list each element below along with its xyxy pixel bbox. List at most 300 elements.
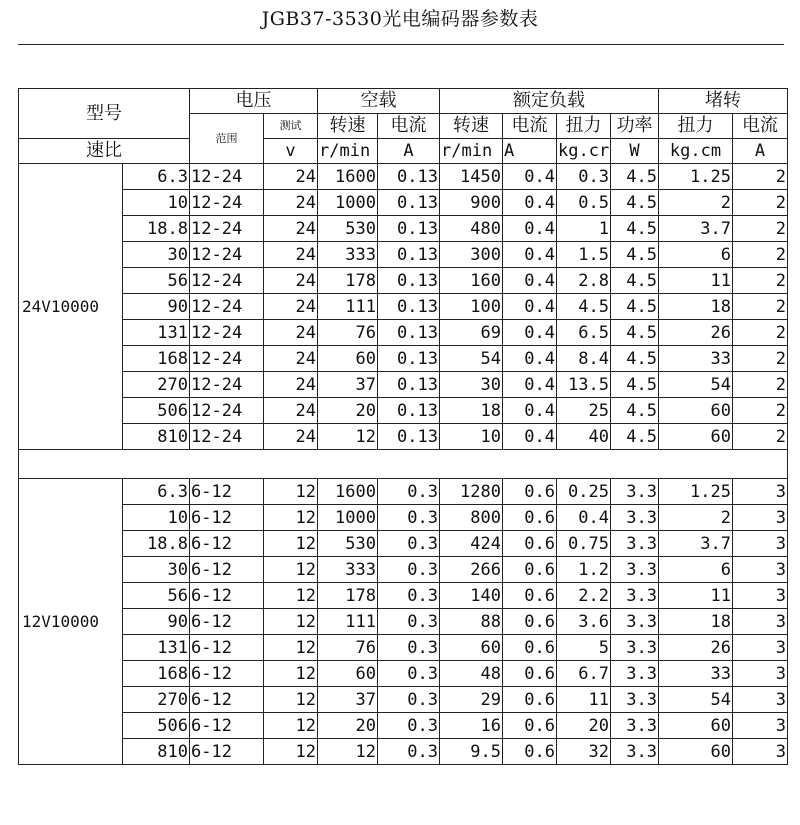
stall-current-cell: 3	[733, 635, 788, 661]
ratio-cell: 810	[123, 739, 190, 765]
rated-power-cell: 3.3	[611, 713, 659, 739]
noload-current-cell: 0.13	[378, 294, 440, 320]
rated-speed-cell: 424	[440, 531, 503, 557]
header-rated-speed: 转速	[440, 114, 503, 139]
rated-power-cell: 3.3	[611, 505, 659, 531]
noload-current-cell: 0.13	[378, 372, 440, 398]
stall-current-cell: 2	[733, 190, 788, 216]
rated-power-cell: 4.5	[611, 216, 659, 242]
rated-speed-cell: 480	[440, 216, 503, 242]
group-separator	[19, 450, 788, 479]
test-voltage-cell: 12	[264, 635, 318, 661]
test-voltage-cell: 24	[264, 372, 318, 398]
header-noload-speed: 转速	[318, 114, 378, 139]
unit-rated-current: A	[503, 139, 557, 164]
rated-torque-cell: 6.7	[557, 661, 611, 687]
table-row	[19, 479, 788, 505]
stall-current-cell: 3	[733, 557, 788, 583]
rated-current-cell: 0.6	[503, 479, 557, 505]
ratio-cell: 56	[123, 268, 190, 294]
ratio-cell: 18.8	[123, 531, 190, 557]
rated-current-cell: 0.4	[503, 268, 557, 294]
rated-power-cell: 3.3	[611, 609, 659, 635]
noload-current-cell: 0.3	[378, 531, 440, 557]
voltage-range-cell: 12-24	[190, 346, 264, 372]
stall-current-cell: 2	[733, 320, 788, 346]
stall-torque-cell: 60	[659, 739, 733, 765]
rated-speed-cell: 88	[440, 609, 503, 635]
rated-speed-cell: 100	[440, 294, 503, 320]
table-row	[19, 242, 788, 268]
unit-noload-current: A	[378, 139, 440, 164]
test-voltage-cell: 24	[264, 216, 318, 242]
stall-current-cell: 2	[733, 164, 788, 190]
rated-current-cell: 0.6	[503, 739, 557, 765]
rated-torque-cell: 0.5	[557, 190, 611, 216]
unit-rated-torque: kg.cr	[557, 139, 611, 164]
table-row	[19, 320, 788, 346]
table-row	[19, 164, 788, 190]
stall-current-cell: 2	[733, 216, 788, 242]
stall-torque-cell: 60	[659, 398, 733, 424]
stall-current-cell: 3	[733, 583, 788, 609]
noload-speed-cell: 76	[318, 320, 378, 346]
header-rated-current: 电流	[503, 114, 557, 139]
noload-speed-cell: 530	[318, 531, 378, 557]
rated-current-cell: 0.6	[503, 505, 557, 531]
header-model: 型号	[19, 89, 190, 139]
test-voltage-cell: 24	[264, 164, 318, 190]
header-ratio: 速比	[19, 139, 190, 164]
ratio-cell: 810	[123, 424, 190, 450]
table-row	[19, 635, 788, 661]
header-test: 测试	[264, 114, 318, 139]
noload-current-cell: 0.13	[378, 216, 440, 242]
unit-stall-torque: kg.cm	[659, 139, 733, 164]
noload-current-cell: 0.3	[378, 635, 440, 661]
noload-speed-cell: 1600	[318, 164, 378, 190]
stall-torque-cell: 2	[659, 505, 733, 531]
header-stall-current: 电流	[733, 114, 788, 139]
test-voltage-cell: 24	[264, 268, 318, 294]
rated-power-cell: 3.3	[611, 739, 659, 765]
voltage-range-cell: 12-24	[190, 242, 264, 268]
stall-torque-cell: 26	[659, 635, 733, 661]
table-row	[19, 505, 788, 531]
voltage-range-cell: 12-24	[190, 320, 264, 346]
voltage-range-cell: 12-24	[190, 164, 264, 190]
rated-speed-cell: 48	[440, 661, 503, 687]
ratio-cell: 6.3	[123, 164, 190, 190]
stall-current-cell: 3	[733, 661, 788, 687]
header-range: 范围	[190, 114, 264, 164]
stall-torque-cell: 6	[659, 557, 733, 583]
voltage-range-cell: 6-12	[190, 661, 264, 687]
header-stall: 堵转	[659, 89, 788, 114]
noload-speed-cell: 1600	[318, 479, 378, 505]
rated-torque-cell: 40	[557, 424, 611, 450]
voltage-range-cell: 6-12	[190, 635, 264, 661]
voltage-range-cell: 6-12	[190, 505, 264, 531]
table-row	[19, 346, 788, 372]
rated-torque-cell: 20	[557, 713, 611, 739]
voltage-range-cell: 12-24	[190, 424, 264, 450]
title-divider	[18, 44, 784, 45]
ratio-cell: 131	[123, 320, 190, 346]
rated-torque-cell: 0.75	[557, 531, 611, 557]
test-voltage-cell: 24	[264, 294, 318, 320]
voltage-range-cell: 6-12	[190, 531, 264, 557]
noload-current-cell: 0.3	[378, 479, 440, 505]
stall-current-cell: 3	[733, 531, 788, 557]
test-voltage-cell: 12	[264, 531, 318, 557]
unit-rated-speed: r/min	[440, 139, 503, 164]
noload-current-cell: 0.13	[378, 164, 440, 190]
ratio-cell: 270	[123, 687, 190, 713]
rated-power-cell: 4.5	[611, 294, 659, 320]
rated-power-cell: 3.3	[611, 583, 659, 609]
rated-torque-cell: 0.3	[557, 164, 611, 190]
rated-torque-cell: 13.5	[557, 372, 611, 398]
group-24v-body	[19, 164, 788, 450]
rated-speed-cell: 1450	[440, 164, 503, 190]
noload-speed-cell: 111	[318, 294, 378, 320]
stall-torque-cell: 26	[659, 320, 733, 346]
rated-current-cell: 0.4	[503, 242, 557, 268]
voltage-range-cell: 6-12	[190, 583, 264, 609]
rated-current-cell: 0.6	[503, 713, 557, 739]
rated-current-cell: 0.6	[503, 531, 557, 557]
rated-torque-cell: 6.5	[557, 320, 611, 346]
ratio-cell: 10	[123, 190, 190, 216]
noload-current-cell: 0.3	[378, 583, 440, 609]
rated-power-cell: 3.3	[611, 557, 659, 583]
unit-volt: v	[264, 139, 318, 164]
rated-current-cell: 0.4	[503, 294, 557, 320]
test-voltage-cell: 12	[264, 479, 318, 505]
noload-current-cell: 0.3	[378, 505, 440, 531]
stall-torque-cell: 33	[659, 661, 733, 687]
voltage-range-cell: 6-12	[190, 479, 264, 505]
noload-current-cell: 0.3	[378, 661, 440, 687]
separator-cell	[19, 450, 788, 479]
test-voltage-cell: 24	[264, 242, 318, 268]
noload-current-cell: 0.13	[378, 398, 440, 424]
stall-current-cell: 2	[733, 398, 788, 424]
noload-current-cell: 0.3	[378, 713, 440, 739]
noload-speed-cell: 1000	[318, 190, 378, 216]
stall-current-cell: 3	[733, 687, 788, 713]
header-stall-torque: 扭力	[659, 114, 733, 139]
stall-current-cell: 2	[733, 372, 788, 398]
rated-current-cell: 0.6	[503, 661, 557, 687]
voltage-range-cell: 6-12	[190, 557, 264, 583]
noload-speed-cell: 333	[318, 557, 378, 583]
test-voltage-cell: 24	[264, 424, 318, 450]
noload-speed-cell: 1000	[318, 505, 378, 531]
noload-current-cell: 0.13	[378, 424, 440, 450]
rated-torque-cell: 1	[557, 216, 611, 242]
noload-speed-cell: 178	[318, 583, 378, 609]
table-row	[19, 190, 788, 216]
ratio-cell: 10	[123, 505, 190, 531]
rated-torque-cell: 0.4	[557, 505, 611, 531]
rated-speed-cell: 140	[440, 583, 503, 609]
voltage-range-cell: 12-24	[190, 372, 264, 398]
header-row-3	[19, 139, 788, 164]
rated-speed-cell: 800	[440, 505, 503, 531]
noload-current-cell: 0.3	[378, 739, 440, 765]
stall-torque-cell: 60	[659, 424, 733, 450]
table-row	[19, 557, 788, 583]
rated-current-cell: 0.6	[503, 687, 557, 713]
rated-speed-cell: 30	[440, 372, 503, 398]
header-rated-torque: 扭力	[557, 114, 611, 139]
ratio-cell: 56	[123, 583, 190, 609]
rated-torque-cell: 2.2	[557, 583, 611, 609]
rated-torque-cell: 2.8	[557, 268, 611, 294]
table-row	[19, 268, 788, 294]
rated-power-cell: 4.5	[611, 372, 659, 398]
ratio-cell: 168	[123, 346, 190, 372]
noload-speed-cell: 37	[318, 687, 378, 713]
ratio-cell: 6.3	[123, 479, 190, 505]
noload-speed-cell: 60	[318, 661, 378, 687]
stall-torque-cell: 54	[659, 372, 733, 398]
ratio-cell: 18.8	[123, 216, 190, 242]
rated-torque-cell: 0.25	[557, 479, 611, 505]
ratio-cell: 131	[123, 635, 190, 661]
stall-current-cell: 2	[733, 242, 788, 268]
stall-current-cell: 2	[733, 268, 788, 294]
stall-torque-cell: 60	[659, 713, 733, 739]
unit-noload-speed: r/min	[318, 139, 378, 164]
unit-stall-current: A	[733, 139, 788, 164]
header-noload-current: 电流	[378, 114, 440, 139]
header-no-load: 空载	[318, 89, 440, 114]
rated-speed-cell: 69	[440, 320, 503, 346]
noload-speed-cell: 20	[318, 713, 378, 739]
rated-current-cell: 0.4	[503, 346, 557, 372]
stall-current-cell: 3	[733, 713, 788, 739]
table-row	[19, 216, 788, 242]
rated-speed-cell: 60	[440, 635, 503, 661]
rated-speed-cell: 10	[440, 424, 503, 450]
noload-current-cell: 0.13	[378, 346, 440, 372]
rated-torque-cell: 8.4	[557, 346, 611, 372]
table-row	[19, 531, 788, 557]
page-title: JGB37-3530光电编码器参数表	[261, 8, 539, 30]
table-row	[19, 583, 788, 609]
rated-torque-cell: 1.2	[557, 557, 611, 583]
stall-current-cell: 3	[733, 739, 788, 765]
test-voltage-cell: 24	[264, 398, 318, 424]
rated-current-cell: 0.4	[503, 190, 557, 216]
stall-torque-cell: 1.25	[659, 164, 733, 190]
table-row	[19, 372, 788, 398]
stall-torque-cell: 1.25	[659, 479, 733, 505]
model-cell: 24V10000	[19, 164, 123, 450]
stall-current-cell: 3	[733, 479, 788, 505]
noload-current-cell: 0.3	[378, 687, 440, 713]
rated-current-cell: 0.4	[503, 398, 557, 424]
unit-rated-power: W	[611, 139, 659, 164]
ratio-cell: 90	[123, 294, 190, 320]
test-voltage-cell: 24	[264, 320, 318, 346]
rated-current-cell: 0.4	[503, 320, 557, 346]
rated-current-cell: 0.6	[503, 635, 557, 661]
rated-torque-cell: 3.6	[557, 609, 611, 635]
noload-speed-cell: 111	[318, 609, 378, 635]
rated-power-cell: 4.5	[611, 164, 659, 190]
rated-speed-cell: 9.5	[440, 739, 503, 765]
table-row	[19, 687, 788, 713]
rated-current-cell: 0.4	[503, 164, 557, 190]
stall-current-cell: 2	[733, 424, 788, 450]
header-voltage: 电压	[190, 89, 318, 114]
rated-speed-cell: 29	[440, 687, 503, 713]
voltage-range-cell: 6-12	[190, 609, 264, 635]
rated-speed-cell: 900	[440, 190, 503, 216]
table-row	[19, 398, 788, 424]
spec-table	[18, 88, 788, 765]
ratio-cell: 168	[123, 661, 190, 687]
ratio-cell: 506	[123, 398, 190, 424]
table-row	[19, 424, 788, 450]
group-12v-body	[19, 479, 788, 765]
voltage-range-cell: 6-12	[190, 739, 264, 765]
noload-speed-cell: 60	[318, 346, 378, 372]
stall-torque-cell: 18	[659, 294, 733, 320]
test-voltage-cell: 12	[264, 687, 318, 713]
rated-torque-cell: 11	[557, 687, 611, 713]
test-voltage-cell: 24	[264, 190, 318, 216]
noload-speed-cell: 12	[318, 739, 378, 765]
test-voltage-cell: 12	[264, 505, 318, 531]
rated-current-cell: 0.4	[503, 216, 557, 242]
rated-torque-cell: 5	[557, 635, 611, 661]
stall-torque-cell: 3.7	[659, 216, 733, 242]
voltage-range-cell: 12-24	[190, 294, 264, 320]
stall-torque-cell: 33	[659, 346, 733, 372]
ratio-cell: 90	[123, 609, 190, 635]
rated-speed-cell: 300	[440, 242, 503, 268]
table-row	[19, 713, 788, 739]
table-row	[19, 294, 788, 320]
rated-speed-cell: 160	[440, 268, 503, 294]
rated-power-cell: 4.5	[611, 424, 659, 450]
rated-current-cell: 0.6	[503, 609, 557, 635]
rated-current-cell: 0.4	[503, 372, 557, 398]
stall-current-cell: 3	[733, 505, 788, 531]
noload-current-cell: 0.3	[378, 557, 440, 583]
voltage-range-cell: 12-24	[190, 190, 264, 216]
table-row	[19, 739, 788, 765]
rated-torque-cell: 4.5	[557, 294, 611, 320]
stall-torque-cell: 2	[659, 190, 733, 216]
test-voltage-cell: 12	[264, 609, 318, 635]
table-row	[19, 661, 788, 687]
rated-current-cell: 0.4	[503, 424, 557, 450]
noload-speed-cell: 12	[318, 424, 378, 450]
rated-torque-cell: 25	[557, 398, 611, 424]
noload-current-cell: 0.13	[378, 190, 440, 216]
rated-power-cell: 3.3	[611, 687, 659, 713]
test-voltage-cell: 12	[264, 713, 318, 739]
rated-speed-cell: 16	[440, 713, 503, 739]
test-voltage-cell: 12	[264, 583, 318, 609]
noload-speed-cell: 178	[318, 268, 378, 294]
ratio-cell: 270	[123, 372, 190, 398]
noload-speed-cell: 333	[318, 242, 378, 268]
stall-torque-cell: 54	[659, 687, 733, 713]
rated-power-cell: 4.5	[611, 268, 659, 294]
test-voltage-cell: 12	[264, 739, 318, 765]
stall-torque-cell: 6	[659, 242, 733, 268]
voltage-range-cell: 6-12	[190, 687, 264, 713]
voltage-range-cell: 12-24	[190, 398, 264, 424]
header-rated-power: 功率	[611, 114, 659, 139]
noload-speed-cell: 530	[318, 216, 378, 242]
rated-torque-cell: 1.5	[557, 242, 611, 268]
test-voltage-cell: 12	[264, 557, 318, 583]
rated-torque-cell: 32	[557, 739, 611, 765]
model-cell: 12V10000	[19, 479, 123, 765]
noload-speed-cell: 20	[318, 398, 378, 424]
stall-torque-cell: 18	[659, 609, 733, 635]
noload-speed-cell: 37	[318, 372, 378, 398]
stall-torque-cell: 3.7	[659, 531, 733, 557]
stall-torque-cell: 11	[659, 268, 733, 294]
stall-current-cell: 2	[733, 346, 788, 372]
stall-current-cell: 3	[733, 609, 788, 635]
rated-speed-cell: 18	[440, 398, 503, 424]
rated-power-cell: 4.5	[611, 320, 659, 346]
noload-current-cell: 0.13	[378, 320, 440, 346]
rated-speed-cell: 266	[440, 557, 503, 583]
rated-power-cell: 3.3	[611, 661, 659, 687]
header-rated-load: 额定负载	[440, 89, 659, 114]
rated-power-cell: 4.5	[611, 398, 659, 424]
rated-current-cell: 0.6	[503, 557, 557, 583]
ratio-cell: 30	[123, 242, 190, 268]
noload-current-cell: 0.13	[378, 242, 440, 268]
voltage-range-cell: 6-12	[190, 713, 264, 739]
rated-power-cell: 4.5	[611, 346, 659, 372]
test-voltage-cell: 12	[264, 661, 318, 687]
noload-speed-cell: 76	[318, 635, 378, 661]
rated-power-cell: 3.3	[611, 635, 659, 661]
noload-current-cell: 0.3	[378, 609, 440, 635]
rated-speed-cell: 54	[440, 346, 503, 372]
stall-current-cell: 2	[733, 294, 788, 320]
voltage-range-cell: 12-24	[190, 268, 264, 294]
ratio-cell: 506	[123, 713, 190, 739]
ratio-cell: 30	[123, 557, 190, 583]
rated-power-cell: 3.3	[611, 479, 659, 505]
rated-power-cell: 3.3	[611, 531, 659, 557]
rated-power-cell: 4.5	[611, 242, 659, 268]
rated-speed-cell: 1280	[440, 479, 503, 505]
table-row	[19, 609, 788, 635]
noload-current-cell: 0.13	[378, 268, 440, 294]
voltage-range-cell: 12-24	[190, 216, 264, 242]
rated-current-cell: 0.6	[503, 583, 557, 609]
separator-row	[19, 450, 788, 479]
rated-power-cell: 4.5	[611, 190, 659, 216]
stall-torque-cell: 11	[659, 583, 733, 609]
header-row-1	[19, 89, 788, 114]
